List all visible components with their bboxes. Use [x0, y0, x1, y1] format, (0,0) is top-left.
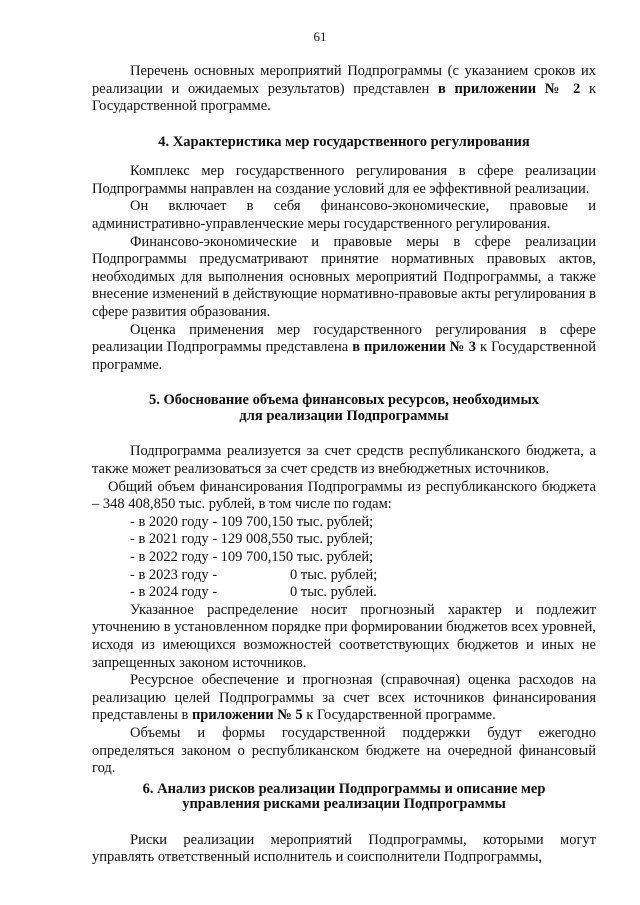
intro-text: Перечень основных мероприятий Подпрограммы (с указанием сроков их реализации и ожидаемых результатов) представлен	[92, 63, 596, 97]
section5-paragraph-5: Объемы и формы государственной поддержки будут ежегодно определяться законом о республиканском бюджете на очередной финансовый год.	[92, 724, 596, 777]
section4-paragraph-3: Финансово-экономические и правовые меры в сфере реализации Подпрограммы предусматривают принятие нормативных правовых актов, необходимых для выполнения основных мероприятий Подпрограммы, а также внесение изменений в действующие нормативно-правовые акты регулирования в сфере развития образования.	[92, 233, 596, 321]
section5-heading	[92, 393, 596, 424]
section5-paragraph-2: Общий объем финансирования Подпрограммы из республиканского бюджета – 348 408,850 тыс. рублей, в том числе по годам:	[92, 478, 596, 513]
section5-p4-text-end: к Государственной программе.	[302, 707, 496, 724]
section6-heading	[92, 782, 596, 813]
funding-year-label: - в 2024 году -	[130, 584, 218, 601]
funding-year-label: - в 2023 году -	[130, 566, 218, 583]
intro-text-end: к Государственной программе.	[92, 80, 597, 115]
section4-paragraph-4	[92, 322, 596, 375]
funding-year-item	[130, 567, 596, 585]
section5-heading-line1: 5. Обоснование объема финансовых ресурсов, необходимых	[148, 392, 540, 409]
funding-year-value: 0 тыс. рублей.	[290, 584, 377, 601]
section4-appendix-ref: в приложении № 3	[352, 339, 476, 356]
section5-paragraph-4	[92, 672, 596, 725]
intro-appendix-ref: в приложении № 2	[437, 80, 581, 97]
funding-year-item: - в 2021 году - 129 008,550 тыс. рублей;	[130, 531, 374, 548]
funding-year-item	[130, 584, 596, 602]
section4-heading: 4. Характеристика мер государственного регулирования	[158, 133, 530, 150]
section6-heading-line2: управления рисками реализации Подпрограммы	[182, 796, 506, 813]
section5-appendix-ref: приложении № 5	[191, 707, 303, 724]
section5-paragraph-3: Указанное распределение носит прогнозный характер и подлежит уточнению в установленном порядке при формировании бюджетов всех уровней, исходя из имеющихся возможностей соответствующих бюджетов и иных не запрещенных законом источников.	[92, 601, 596, 671]
document-body	[92, 63, 596, 867]
section4-paragraph-1: Комплекс мер государственного регулирования в сфере реализации Подпрограммы направлен на создание условий для ее эффективной реализации.	[92, 163, 596, 197]
section5-heading-line2: для реализации Подпрограммы	[239, 407, 449, 424]
funding-year-item: - в 2020 году - 109 700,150 тыс. рублей;	[130, 513, 374, 530]
section4-paragraph-2: Он включает в себя финансово-экономические, правовые и административно-управленческие меры государственного регулирования.	[92, 198, 596, 233]
intro-paragraph	[92, 63, 596, 116]
funding-by-year-list	[92, 514, 596, 602]
section4-p4-text: Оценка применения мер государственного регулирования в сфере реализации Подпрограммы представлена	[92, 321, 596, 356]
section6-paragraph-1: Риски реализации мероприятий Подпрограммы, которыми могут управлять ответственный исполнитель и соисполнители Подпрограммы,	[92, 831, 596, 866]
section4-p4-text-end: к Государственной программе.	[92, 339, 596, 373]
page-number: 61	[313, 29, 327, 44]
section5-paragraph-1: Подпрограмма реализуется за счет средств республиканского бюджета, а также может реализоваться за счет средств из внебюджетных источников.	[92, 443, 596, 477]
funding-year-value: 0 тыс. рублей;	[290, 566, 378, 583]
section5-p4-text: Ресурсное обеспечение и прогнозная (справочная) оценка расходов на реализацию целей Подпрограммы за счет всех источников финансирования представлены в	[92, 672, 596, 724]
section6-heading-line1: 6. Анализ рисков реализации Подпрограммы и описание мер	[142, 780, 546, 797]
funding-year-item: - в 2022 году - 109 700,150 тыс. рублей;	[130, 548, 374, 565]
